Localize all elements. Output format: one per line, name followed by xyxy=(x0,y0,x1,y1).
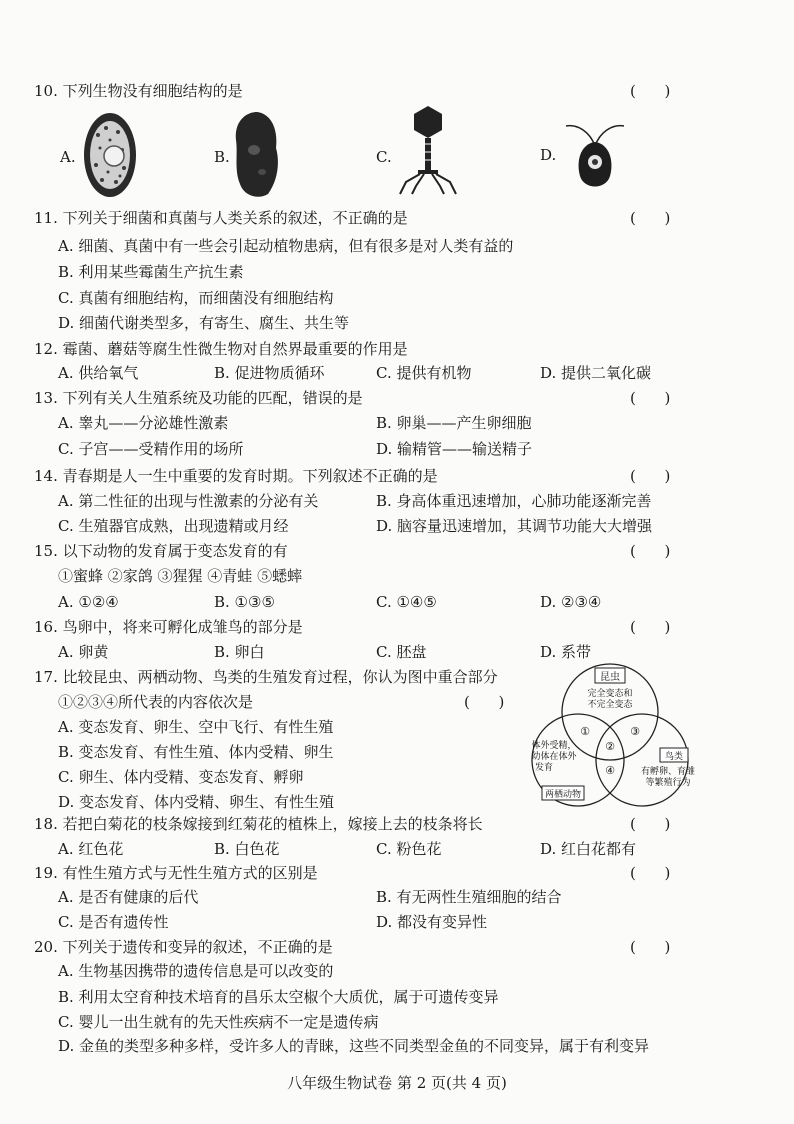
region-4: ④ xyxy=(605,764,615,777)
q18-option-b[interactable]: B. 白色花 xyxy=(214,840,280,858)
insect-label: 昆虫 xyxy=(600,672,620,683)
q20-option-d[interactable]: D. 金鱼的类型多种多样，受许多人的青睐，这些不同类型金鱼的不同变异，属于有利变异 xyxy=(58,1037,650,1055)
amphibian-note-2: 幼体在体外 xyxy=(531,752,577,762)
q16-option-c[interactable]: C. 胚盘 xyxy=(376,643,427,661)
q17-option-d[interactable]: D. 变态发育、体内受精、卵生、有性生殖 xyxy=(58,793,335,811)
region-3: ③ xyxy=(630,725,640,738)
q16-option-a[interactable]: A. 卵黄 xyxy=(58,643,109,661)
q10-option-d-label: D. xyxy=(540,146,557,164)
q19-option-c[interactable]: C. 是否有遗传性 xyxy=(58,913,169,931)
q10-answer-paren[interactable]: ( ) xyxy=(630,82,671,100)
region-1: ① xyxy=(580,725,590,738)
q14-option-d[interactable]: D. 脑容量迅速增加，其调节功能大大增强 xyxy=(376,517,653,535)
q19-option-d[interactable]: D. 都没有变异性 xyxy=(376,913,488,931)
q20-option-c[interactable]: C. 婴儿一出生就有的先天性疾病不一定是遗传病 xyxy=(58,1013,379,1031)
q15-option-a[interactable]: A. ①②④ xyxy=(58,593,119,611)
q10-stem: 10. 下列生物没有细胞结构的是 xyxy=(34,82,243,100)
q18-option-a[interactable]: A. 红色花 xyxy=(58,840,124,858)
q19-option-b[interactable]: B. 有无两性生殖细胞的结合 xyxy=(376,888,562,906)
q16-option-d[interactable]: D. 系带 xyxy=(540,643,592,661)
q11-option-c[interactable]: C. 真菌有细胞结构，而细菌没有细胞结构 xyxy=(58,289,334,307)
insect-note-2: 不完全变态 xyxy=(587,700,633,710)
q17-answer-paren[interactable]: ( ) xyxy=(464,693,505,711)
q12-option-d[interactable]: D. 提供二氧化碳 xyxy=(540,364,652,382)
q12-option-a[interactable]: A. 供给氧气 xyxy=(58,364,139,382)
q19-stem: 19. 有性生殖方式与无性生殖方式的区别是 xyxy=(34,864,318,882)
q10-option-b-label: B. xyxy=(214,148,230,166)
q16-answer-paren[interactable]: ( ) xyxy=(630,618,671,636)
q15-answer-paren[interactable]: ( ) xyxy=(630,542,671,560)
q13-option-a[interactable]: A. 睾丸——分泌雄性激素 xyxy=(58,414,229,432)
q10-option-c-label: C. xyxy=(376,148,392,166)
q10-option-a-label: A. xyxy=(60,148,76,166)
bird-label: 鸟类 xyxy=(664,752,684,762)
q15-option-c[interactable]: C. ①④⑤ xyxy=(376,593,437,611)
bacteriophage-icon xyxy=(396,104,460,200)
q11-answer-paren[interactable]: ( ) xyxy=(630,209,671,227)
q11-option-a[interactable]: A. 细菌、真菌中有一些会引起动植物患病，但有很多是对人类有益的 xyxy=(58,237,514,255)
amphibian-note-1: 体外受精， xyxy=(531,741,577,751)
q19-option-a[interactable]: A. 是否有健康的后代 xyxy=(58,888,199,906)
q20-option-a[interactable]: A. 生物基因携带的遗传信息是可以改变的 xyxy=(58,962,334,980)
q20-option-b[interactable]: B. 利用太空育种技术培育的昌乐太空椒个大质优，属于可遗传变异 xyxy=(58,988,499,1006)
q13-option-c[interactable]: C. 子宫——受精作用的场所 xyxy=(58,440,244,458)
q18-stem: 18. 若把白菊花的枝条嫁接到红菊花的植株上，嫁接上去的枝条将长 xyxy=(34,815,483,833)
q17-stem-line2: ①②③④所代表的内容依次是 xyxy=(58,693,254,711)
q13-stem: 13. 下列有关人生殖系统及功能的匹配，错误的是 xyxy=(34,389,363,407)
q17-stem-line1: 17. 比较昆虫、两栖动物、鸟类的生殖发育过程，你认为图中重合部分 xyxy=(34,668,498,686)
bird-note-1: 有孵卵、育雏 xyxy=(640,767,696,777)
q17-option-a[interactable]: A. 变态发育、卵生、空中飞行、有性生殖 xyxy=(58,718,334,736)
q11-stem: 11. 下列关于细菌和真菌与人类关系的叙述，不正确的是 xyxy=(34,209,408,227)
q20-answer-paren[interactable]: ( ) xyxy=(630,938,671,956)
egg-cell-icon xyxy=(80,110,140,204)
q12-option-b[interactable]: B. 促进物质循环 xyxy=(214,364,325,382)
q11-option-d[interactable]: D. 细菌代谢类型多，有寄生、腐生、共生等 xyxy=(58,314,350,332)
amoeba-icon xyxy=(232,110,282,202)
q14-stem: 14. 青春期是人一生中重要的发育时期。下列叙述不正确的是 xyxy=(34,467,438,485)
q12-stem: 12. 霉菌、蘑菇等腐生性微生物对自然界最重要的作用是 xyxy=(34,340,408,358)
q16-stem: 16. 鸟卵中，将来可孵化成雏鸟的部分是 xyxy=(34,618,303,636)
q17-option-c[interactable]: C. 卵生、体内受精、变态发育、孵卵 xyxy=(58,768,304,786)
q18-answer-paren[interactable]: ( ) xyxy=(630,815,671,833)
q18-option-c[interactable]: C. 粉色花 xyxy=(376,840,442,858)
q15-option-d[interactable]: D. ②③④ xyxy=(540,593,602,611)
q14-option-b[interactable]: B. 身高体重迅速增加，心肺功能逐渐完善 xyxy=(376,492,652,510)
q15-stem: 15. 以下动物的发育属于变态发育的有 xyxy=(34,542,288,560)
q17-venn-diagram xyxy=(522,660,702,812)
page-footer: 八年级生物试卷 第 2 页(共 4 页) xyxy=(287,1074,507,1092)
chlamydomonas-icon xyxy=(560,112,630,198)
q16-option-b[interactable]: B. 卵白 xyxy=(214,643,265,661)
q18-option-d[interactable]: D. 红白花都有 xyxy=(540,840,637,858)
q14-option-a[interactable]: A. 第二性征的出现与性激素的分泌有关 xyxy=(58,492,319,510)
q15-items: ①蜜蜂 ②家鸽 ③猩猩 ④青蛙 ⑤蟋蟀 xyxy=(58,567,303,585)
amphibian-note-3: 发育 xyxy=(534,763,554,773)
q12-option-c[interactable]: C. 提供有机物 xyxy=(376,364,472,382)
bird-note-2: 等繁殖行为 xyxy=(645,778,691,788)
q19-answer-paren[interactable]: ( ) xyxy=(630,864,671,882)
q14-option-c[interactable]: C. 生殖器官成熟，出现遗精或月经 xyxy=(58,517,289,535)
q14-answer-paren[interactable]: ( ) xyxy=(630,467,671,485)
q13-option-d[interactable]: D. 输精管——输送精子 xyxy=(376,440,533,458)
q11-option-b[interactable]: B. 利用某些霉菌生产抗生素 xyxy=(58,263,244,281)
q17-option-b[interactable]: B. 变态发育、有性生殖、体内受精、卵生 xyxy=(58,743,334,761)
amphibian-label: 两栖动物 xyxy=(544,790,582,800)
region-2: ② xyxy=(605,740,615,753)
q13-answer-paren[interactable]: ( ) xyxy=(630,389,671,407)
q20-stem: 20. 下列关于遗传和变异的叙述，不正确的是 xyxy=(34,938,333,956)
q15-option-b[interactable]: B. ①③⑤ xyxy=(214,593,275,611)
q13-option-b[interactable]: B. 卵巢——产生卵细胞 xyxy=(376,414,532,432)
insect-note-1: 完全变态和 xyxy=(587,689,633,699)
